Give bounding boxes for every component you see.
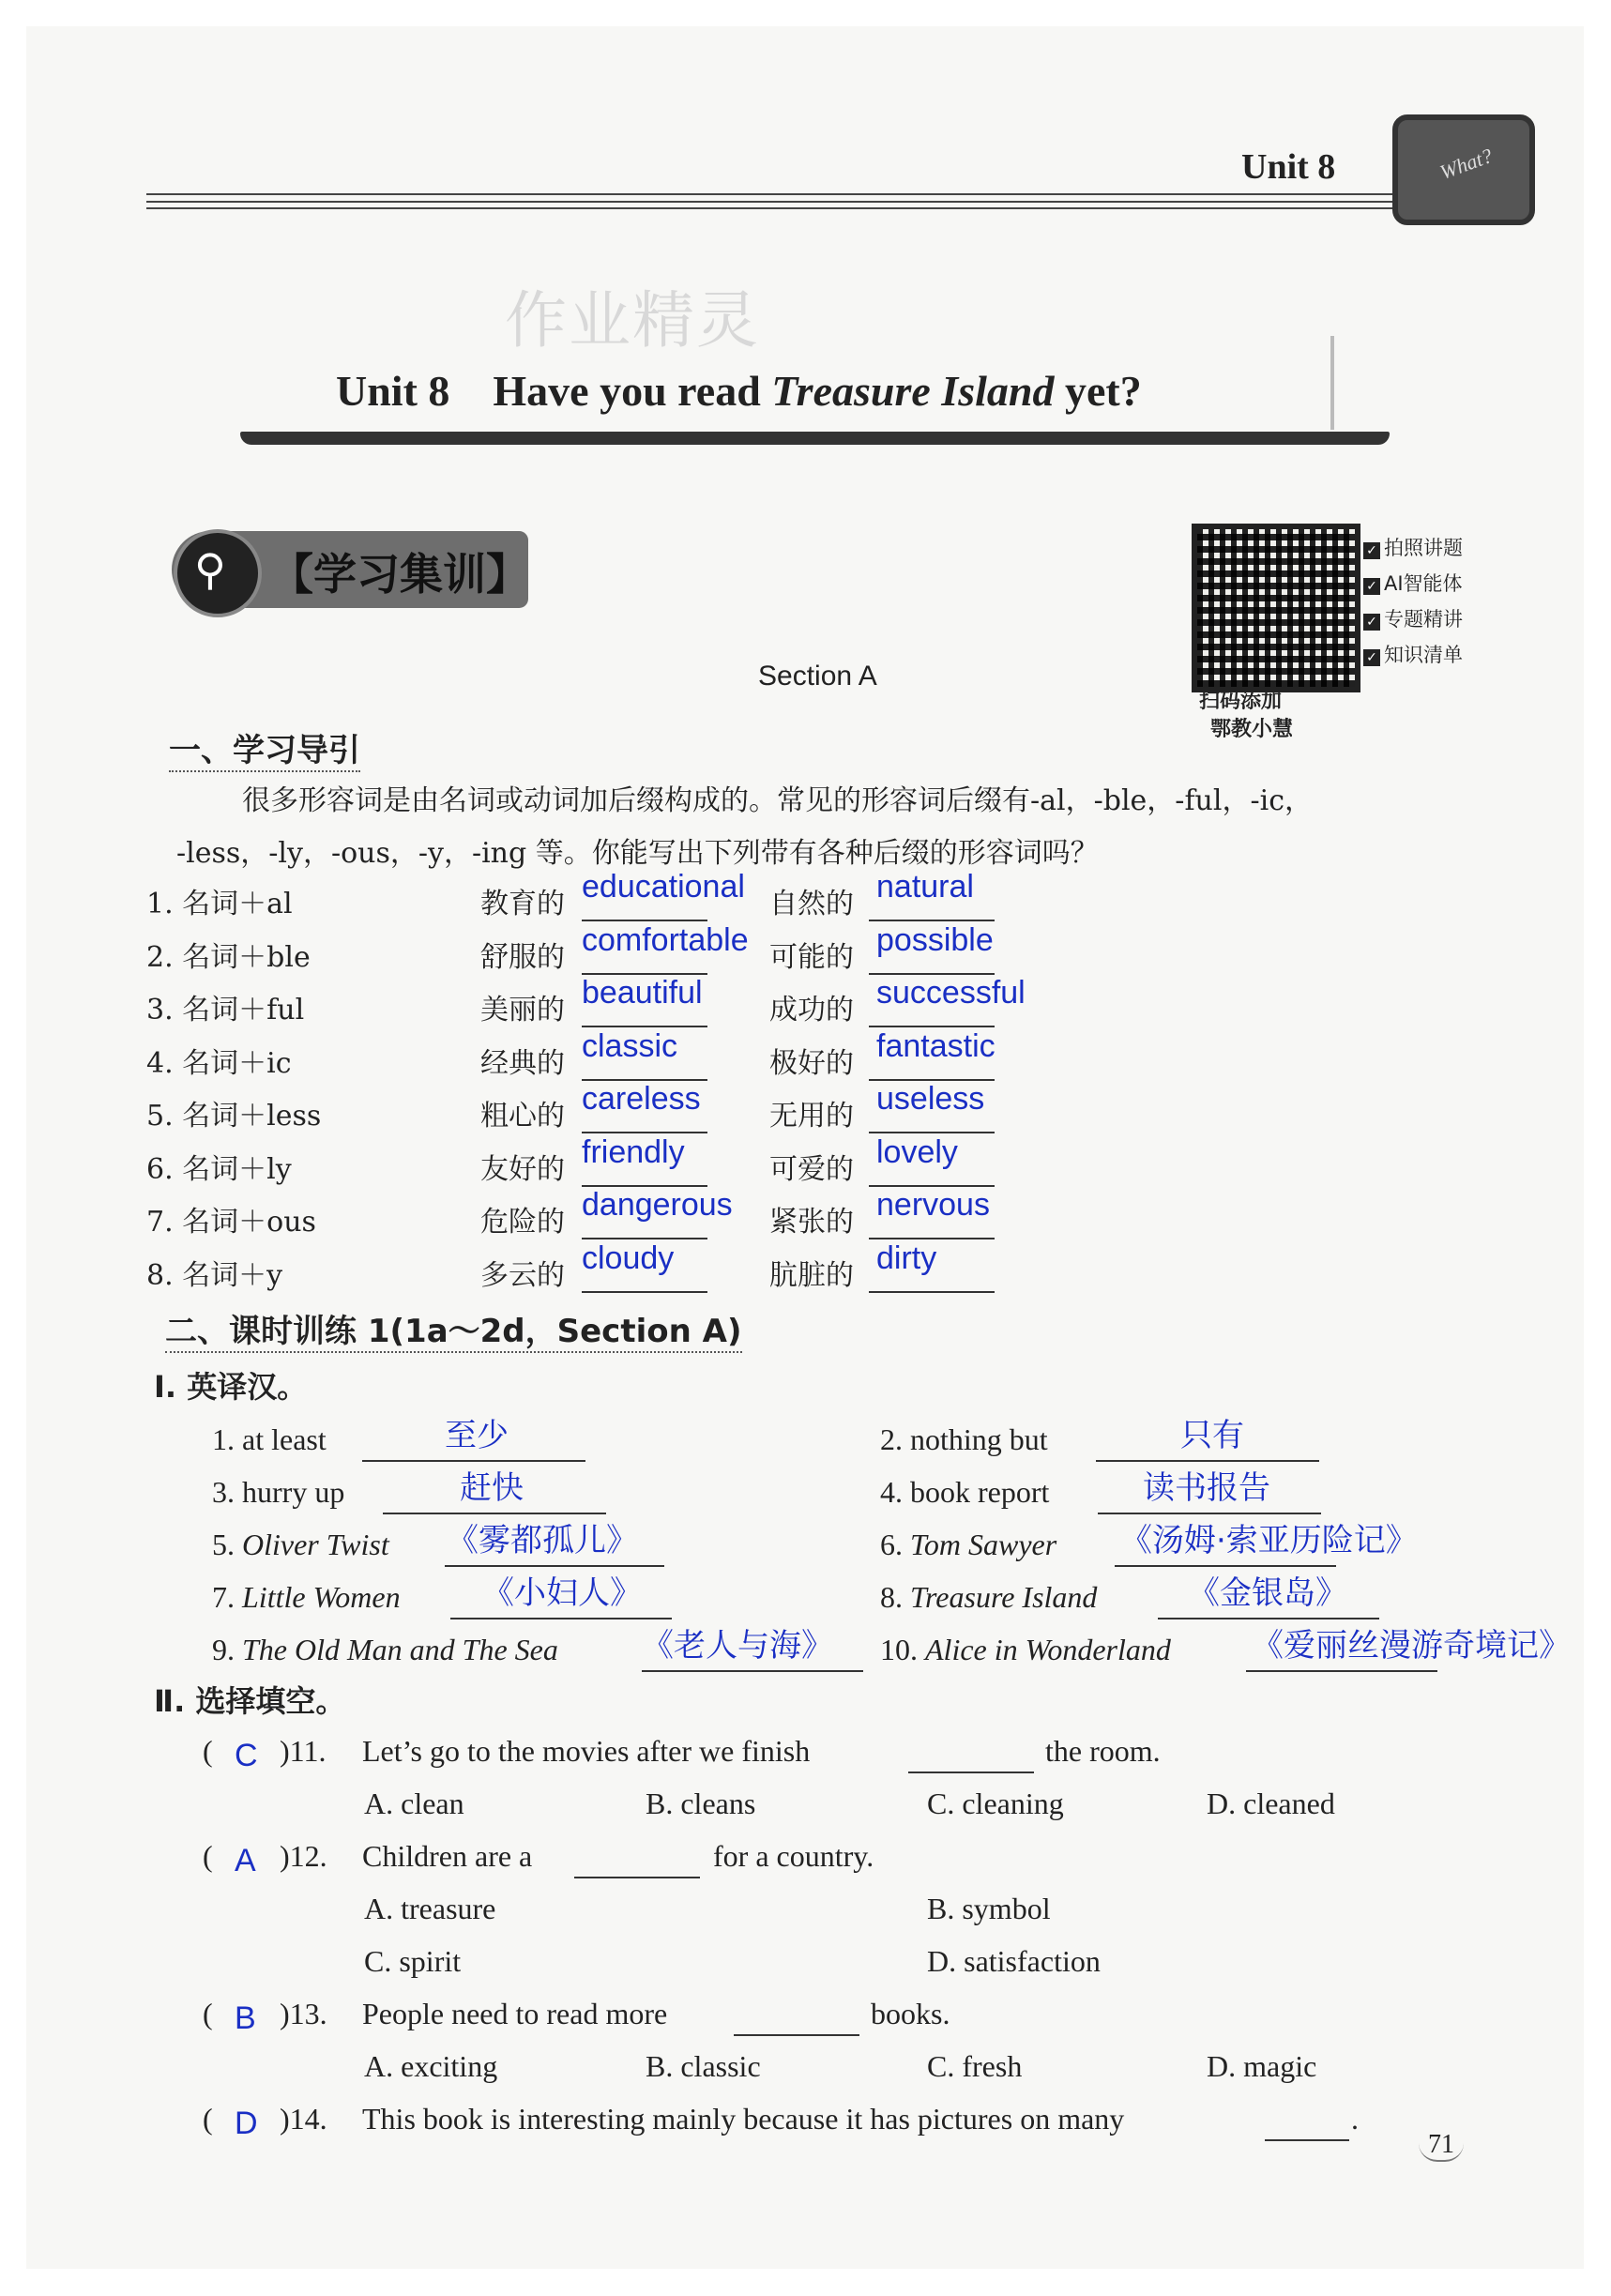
rule-label: 1. 名词＋al xyxy=(146,888,293,920)
question-number: 8. xyxy=(880,1580,910,1614)
answer-line xyxy=(1265,2139,1349,2141)
option: C. fresh xyxy=(927,2049,1023,2083)
header-rule xyxy=(146,201,1394,203)
question-number: 6. xyxy=(880,1528,910,1561)
answer-line xyxy=(908,1771,1034,1773)
answer-choice: A xyxy=(235,1843,256,1878)
question-stem-end: for a country. xyxy=(713,1839,874,1873)
translation-question xyxy=(880,1580,1097,1615)
cn-prompt: 紧张的 xyxy=(769,1206,854,1239)
page xyxy=(26,26,1584,2269)
answer-line xyxy=(450,1618,672,1619)
answer-text: comfortable xyxy=(582,921,749,958)
signpost-icon xyxy=(1330,336,1391,430)
answer-line xyxy=(582,1291,707,1293)
paren-open: ( xyxy=(203,1734,213,1768)
option: A. treasure xyxy=(364,1892,496,1925)
paren-open: ( xyxy=(203,1839,213,1873)
cn-prompt: 粗心的 xyxy=(480,1100,565,1133)
header-rule xyxy=(146,207,1394,209)
header-rule xyxy=(146,193,1394,195)
qr-feature: ✓ 拍照讲题 xyxy=(1363,533,1463,561)
translation-question: 4. book report xyxy=(880,1475,1050,1509)
question-stem: People need to read more xyxy=(362,1997,668,2030)
question-number: )11. xyxy=(280,1734,327,1768)
answer-text: lovely xyxy=(876,1133,958,1170)
answer-choice: B xyxy=(235,2000,256,2036)
rule-label: 8. 名词＋y xyxy=(146,1258,283,1292)
answer-line xyxy=(869,1291,995,1293)
qr-code[interactable] xyxy=(1192,524,1360,692)
qr-caption: 鄂教小慧 xyxy=(1210,718,1294,741)
translation-question: 1. at least xyxy=(212,1422,327,1456)
book-title: The Old Man and The Sea xyxy=(242,1633,558,1666)
option: A. clean xyxy=(364,1787,464,1820)
translation-answer: 赶快 xyxy=(460,1469,524,1507)
answer-text: classic xyxy=(582,1027,678,1064)
cn-prompt: 可爱的 xyxy=(769,1152,854,1186)
answer-text: dangerous xyxy=(582,1187,733,1223)
answer-text: possible xyxy=(876,921,994,958)
unit-title-book: Treasure Island xyxy=(771,367,1055,415)
option: D. satisfaction xyxy=(927,1944,1101,1978)
answer-text: natural xyxy=(876,869,974,905)
part2-heading: 二、课时训练 1(1a～2d，Section A) xyxy=(165,1305,742,1353)
book-title: Tom Sawyer xyxy=(910,1528,1057,1561)
book-title: Oliver Twist xyxy=(242,1528,389,1561)
answer-line xyxy=(642,1670,863,1672)
translation-answer: 《爱丽丝漫游奇境记》 xyxy=(1252,1627,1571,1665)
cn-prompt: 自然的 xyxy=(769,888,854,920)
answer-line xyxy=(734,2034,859,2036)
question-stem: This book is interesting mainly because it has pictures on many xyxy=(362,2102,1125,2136)
question-stem: Let’s go to the movies after we finish xyxy=(362,1734,811,1768)
option: D. cleaned xyxy=(1207,1787,1335,1820)
answer-text: educational xyxy=(582,869,745,905)
answer-text: fantastic xyxy=(876,1027,995,1064)
translation-question xyxy=(212,1528,389,1562)
rule-label: 3. 名词＋ful xyxy=(146,994,305,1026)
unit-title xyxy=(336,366,1142,416)
translation-answer: 至少 xyxy=(445,1417,509,1454)
answer-line xyxy=(1246,1670,1437,1672)
option: A. exciting xyxy=(364,2049,498,2083)
intro-line: 很多形容词是由名词或动词加后缀构成的。常见的形容词后缀有-al，-ble，-ful，-ic， xyxy=(242,784,1313,817)
translation-question xyxy=(212,1633,558,1667)
cn-prompt: 美丽的 xyxy=(480,994,565,1026)
translation-answer: 《雾都孤儿》 xyxy=(447,1522,638,1559)
question-stem-end: books. xyxy=(871,1997,950,2030)
answer-choice: D xyxy=(235,2106,258,2141)
translation-question: 2. nothing but xyxy=(880,1422,1048,1456)
question-stem-end: the room. xyxy=(1045,1734,1161,1768)
qr-feature: ✓ AI智能体 xyxy=(1363,569,1463,597)
translation-question: 3. hurry up xyxy=(212,1475,345,1509)
cn-prompt: 经典的 xyxy=(480,1046,565,1080)
translation-answer: 只有 xyxy=(1180,1417,1244,1454)
question-stem-end: . xyxy=(1351,2102,1359,2136)
question-stem: Children are a xyxy=(362,1839,533,1873)
translation-answer: 读书报告 xyxy=(1143,1469,1270,1507)
section-i-heading: Ⅰ. 英译汉。 xyxy=(154,1369,308,1405)
unit-title-pre: Have you read xyxy=(493,367,761,415)
translation-question xyxy=(880,1633,1171,1667)
paren-open: ( xyxy=(203,2102,213,2136)
translation-answer: 《金银岛》 xyxy=(1188,1574,1347,1612)
answer-text: friendly xyxy=(582,1133,685,1170)
answer-text: dirty xyxy=(876,1239,937,1276)
part1-heading: 一、学习导引 xyxy=(169,724,360,772)
search-icon: ⚲ xyxy=(174,529,262,617)
question-number: 5. xyxy=(212,1528,242,1561)
question-number: 10. xyxy=(880,1633,925,1666)
rule-label: 7. 名词＋ous xyxy=(146,1206,316,1239)
section-label: Section A xyxy=(758,661,877,692)
cn-prompt: 多云的 xyxy=(480,1258,565,1292)
option: D. magic xyxy=(1207,2049,1317,2083)
study-banner-label: 【学习集训】 xyxy=(270,549,529,600)
answer-text: nervous xyxy=(876,1187,990,1223)
option: C. cleaning xyxy=(927,1787,1064,1820)
running-head: Unit 8 xyxy=(1241,147,1336,187)
cn-prompt: 舒服的 xyxy=(480,940,565,974)
rule-label: 2. 名词＋ble xyxy=(146,940,311,974)
answer-line xyxy=(574,1877,700,1878)
qr-caption: 扫码添加 xyxy=(1199,690,1283,713)
rule-label: 6. 名词＋ly xyxy=(146,1152,292,1186)
cn-prompt: 极好的 xyxy=(769,1046,854,1080)
part1-intro xyxy=(176,775,1481,880)
question-number: )13. xyxy=(280,1997,327,2030)
translation-question xyxy=(880,1528,1056,1562)
book-title: Alice in Wonderland xyxy=(925,1633,1171,1666)
book-title: Treasure Island xyxy=(910,1580,1098,1614)
paren-open: ( xyxy=(203,1997,213,2030)
rule-label: 5. 名词＋less xyxy=(146,1100,322,1133)
translation-answer: 《小妇人》 xyxy=(482,1574,642,1612)
answer-text: careless xyxy=(582,1081,701,1117)
watermark: 作业精灵 xyxy=(505,284,760,357)
cn-prompt: 肮脏的 xyxy=(769,1258,854,1292)
answer-text: beautiful xyxy=(582,975,703,1011)
intro-line: -less，-ly，-ous，-y，-ing 等。你能写出下列带有各种后缀的形容词吗？ xyxy=(176,837,1099,870)
option: B. classic xyxy=(646,2049,761,2083)
cn-prompt: 教育的 xyxy=(480,888,565,920)
unit-title-post: yet? xyxy=(1064,367,1142,415)
chalkboard-text: What? xyxy=(1436,143,1496,185)
answer-text: cloudy xyxy=(582,1239,675,1276)
chalkboard-icon xyxy=(1392,114,1535,225)
option: B. symbol xyxy=(927,1892,1051,1925)
answer-text: successful xyxy=(876,975,1026,1011)
cn-prompt: 成功的 xyxy=(769,994,854,1026)
translation-answer: 《老人与海》 xyxy=(642,1627,833,1665)
option: B. cleans xyxy=(646,1787,756,1820)
title-underline xyxy=(240,432,1390,445)
cn-prompt: 无用的 xyxy=(769,1100,854,1133)
unit-title-prefix: Unit 8 xyxy=(336,367,450,415)
qr-feature: ✓ 知识清单 xyxy=(1363,640,1463,668)
translation-question xyxy=(212,1580,401,1615)
question-number: )14. xyxy=(280,2102,327,2136)
question-number: )12. xyxy=(280,1839,327,1873)
page-number: 71 xyxy=(1419,2130,1464,2162)
qr-feature: ✓ 专题精讲 xyxy=(1363,604,1463,632)
cn-prompt: 可能的 xyxy=(769,940,854,974)
answer-text: useless xyxy=(876,1081,985,1117)
section-ii-heading: Ⅱ. 选择填空。 xyxy=(154,1683,346,1719)
question-number: 7. xyxy=(212,1580,242,1614)
answer-choice: C xyxy=(235,1738,258,1773)
cn-prompt: 友好的 xyxy=(480,1152,565,1186)
translation-answer: 《汤姆·索亚历险记》 xyxy=(1120,1522,1418,1559)
option: C. spirit xyxy=(364,1944,462,1978)
book-title: Little Women xyxy=(242,1580,401,1614)
rule-label: 4. 名词＋ic xyxy=(146,1046,292,1080)
cn-prompt: 危险的 xyxy=(480,1206,565,1239)
question-number: 9. xyxy=(212,1633,242,1666)
